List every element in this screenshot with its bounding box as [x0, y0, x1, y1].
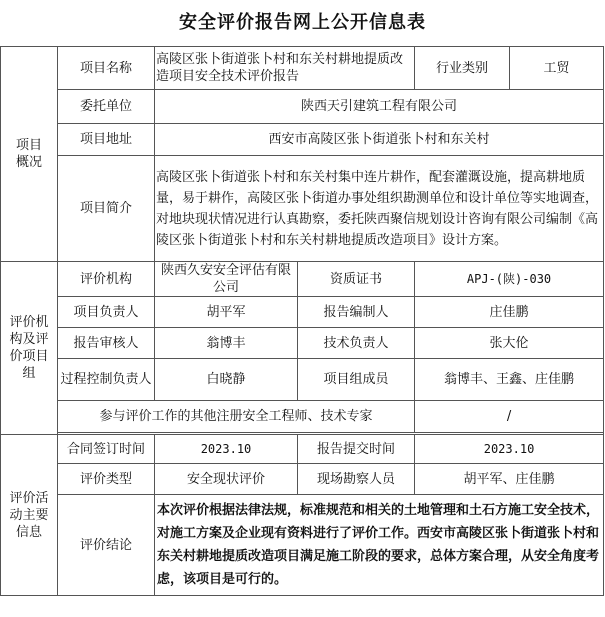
row-conclusion: [1, 495, 604, 596]
cert-value: APJ-(陕)-030: [415, 262, 604, 297]
row-address: [1, 124, 604, 156]
project-name-value: 高陵区张卜街道张卜村和东关村耕地提质改造项目安全技术评价报告: [155, 47, 415, 90]
client-value: 陕西天引建筑工程有限公司: [155, 90, 604, 124]
survey-label: 现场勘察人员: [298, 464, 415, 495]
row-others: [1, 401, 604, 433]
intro-value: 高陵区张卜街道张卜村和东关村集中连片耕作，配套灌溉设施，提高耕地质量，易于耕作，高陵区张卜街道办事处组织勘测单位和设计单位等实地调查，对地块现状情况进行认真勘察，委托陕西聚信规划设计咨询有限公司编制《高陵区张卜街道张卜村和东关村耕地提质改造项目》设计方案。: [155, 156, 604, 262]
reviewer-label: 报告审核人: [58, 328, 155, 359]
section-organization-label: 评价机构及评价项目组: [1, 262, 58, 435]
row-dates: [1, 435, 604, 464]
project-name-label: 项目名称: [58, 47, 155, 90]
survey-value: 胡平军、庄佳鹏: [415, 464, 604, 495]
section-activity-label: 评价活动主要信息: [1, 435, 58, 596]
info-table: [0, 46, 604, 596]
section-overview-label: 项目 概况: [1, 47, 58, 262]
reviewer-value: 翁博丰: [155, 328, 298, 359]
writer-label: 报告编制人: [298, 297, 415, 328]
tech-value: 张大伦: [415, 328, 604, 359]
members-value: 翁博丰、王鑫、庄佳鹏: [415, 359, 604, 401]
others-value: /: [415, 401, 604, 433]
contract-value: 2023.10: [155, 435, 298, 464]
cert-label: 资质证书: [298, 262, 415, 297]
industry-label: 行业类别: [415, 47, 510, 90]
writer-value: 庄佳鹏: [415, 297, 604, 328]
conclusion-value: 本次评价根据法律法规，标准规范和相关的土地管理和土石方施工安全技术，对施工方案及企业现有资料进行了评价工作。西安市高陵区张卜街道张卜村和东关村耕地提质改造项目满足施工阶段的要求，总体方案合理，从安全角度考虑，该项目是可行的。: [155, 495, 604, 596]
others-label: 参与评价工作的其他注册安全工程师、技术专家: [58, 401, 415, 433]
contract-label: 合同签订时间: [58, 435, 155, 464]
client-label: 委托单位: [58, 90, 155, 124]
row-reviewer: [1, 328, 604, 359]
industry-value: 工贸: [510, 47, 604, 90]
agency-label: 评价机构: [58, 262, 155, 297]
row-process: [1, 359, 604, 401]
leader-label: 项目负责人: [58, 297, 155, 328]
intro-label: 项目简介: [58, 156, 155, 262]
process-value: 白晓静: [155, 359, 298, 401]
address-value: 西安市高陵区张卜街道张卜村和东关村: [155, 124, 604, 156]
type-value: 安全现状评价: [155, 464, 298, 495]
submit-label: 报告提交时间: [298, 435, 415, 464]
row-client: [1, 90, 604, 124]
row-leader: [1, 297, 604, 328]
process-label: 过程控制负责人: [58, 359, 155, 401]
page-title: 安全评价报告网上公开信息表: [179, 12, 426, 33]
row-intro: [1, 156, 604, 262]
type-label: 评价类型: [58, 464, 155, 495]
address-label: 项目地址: [58, 124, 155, 156]
agency-value: 陕西久安安全评估有限公司: [155, 262, 298, 297]
leader-value: 胡平军: [155, 297, 298, 328]
row-agency: [1, 262, 604, 297]
tech-label: 技术负责人: [298, 328, 415, 359]
submit-value: 2023.10: [415, 435, 604, 464]
row-type: [1, 464, 604, 495]
conclusion-label: 评价结论: [58, 495, 155, 596]
members-label: 项目组成员: [298, 359, 415, 401]
row-project-name: [1, 47, 604, 90]
